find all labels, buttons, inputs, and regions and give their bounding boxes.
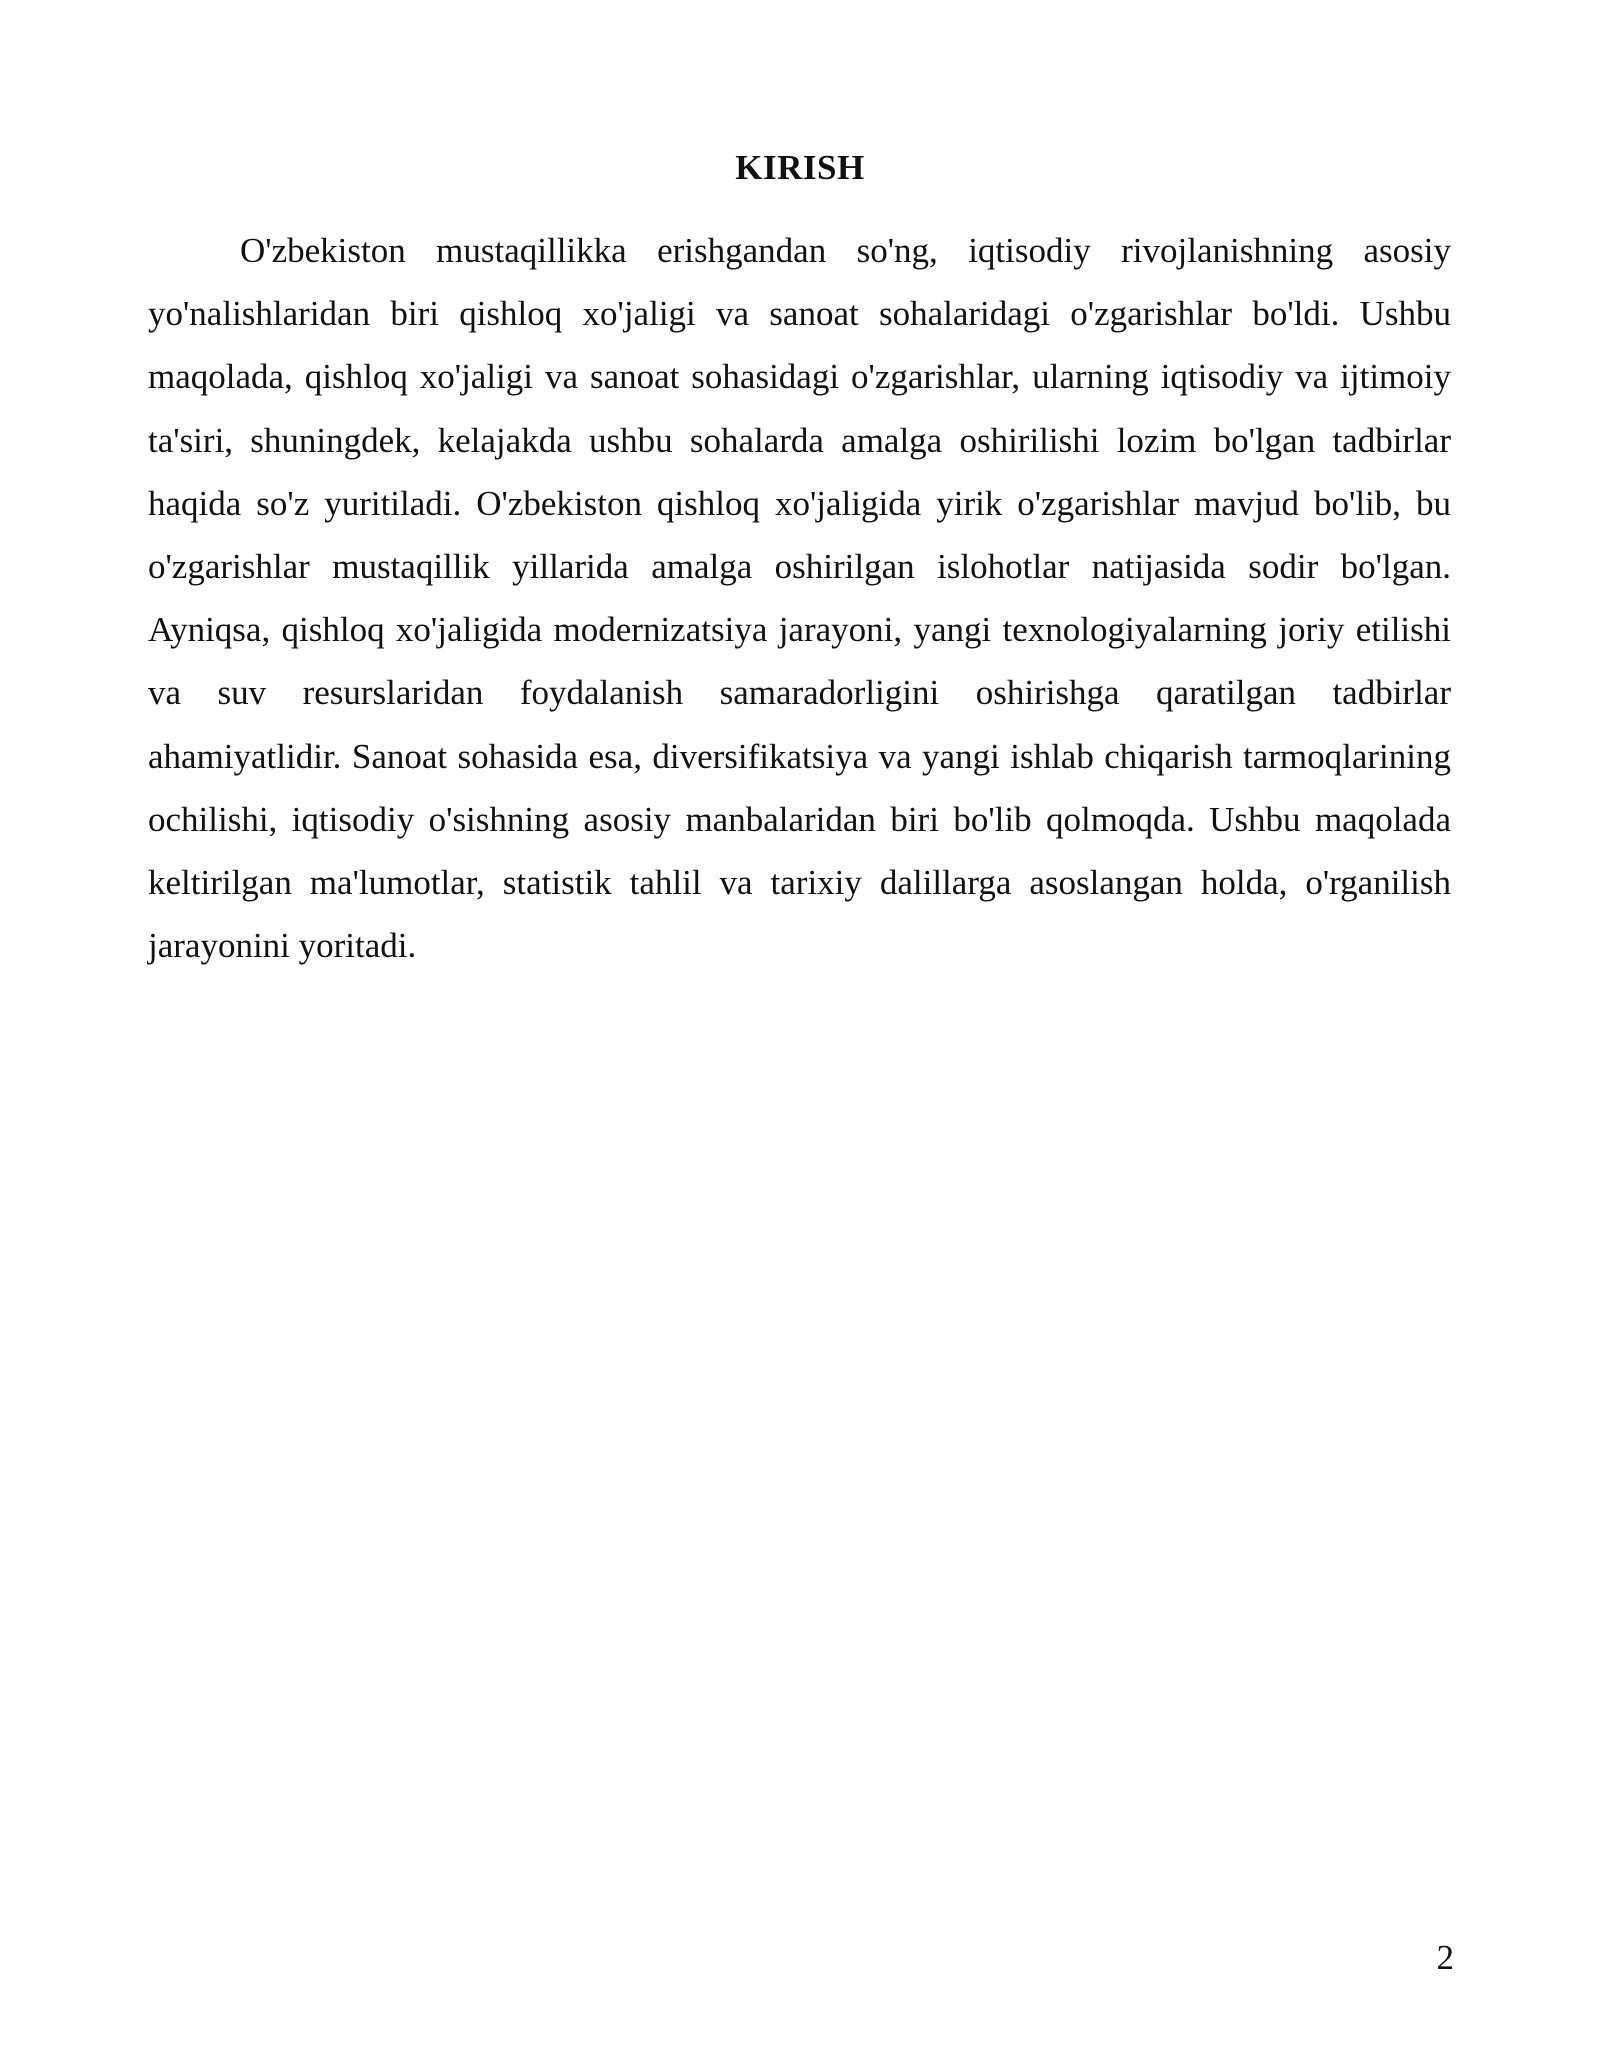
section-heading: KIRISH	[735, 148, 865, 187]
introduction-paragraph: O'zbekiston mustaqillikka erishgandan so'ng, iqtisodiy rivojlanishning asosiy yo'nalishlaridan biri qishloq xo'jaligi va sanoat sohalaridagi o'zgarishlar bo'ldi. Ushbu maqolada, qishloq xo'jaligi va sanoat sohasidagi o'zgarishlar, ularning iqtisodiy va ijtimoiy ta'siri, shuningdek, kelajakda ushbu sohalarda amalga oshirilishi lozim bo'lgan tadbirlar haqida so'z yuritiladi. O'zbekiston qishloq xo'jaligida yirik o'zgarishlar mavjud bo'lib, bu o'zgarishlar mustaqillik yillarida amalga oshirilgan islohotlar natijasida sodir bo'lgan. Ayniqsa, qishloq xo'jaligida modernizatsiya jarayoni, yangi texnologiyalarning joriy etilishi va suv resurslaridan foydalanish samaradorligini oshirishga qaratilgan tadbirlar ahamiyatlidir. Sanoat sohasida esa, diversifikatsiya va yangi ishlab chiqarish tarmoqlarining ochilishi, iqtisodiy o'sishning asosiy manbalaridan biri bo'lib qolmoqda. Ushbu maqolada keltirilgan ma'lumotlar, statistik tahlil va tarixiy dalillarga asoslangan holda, o'rganilish jarayonini yoritadi.	[148, 231, 1451, 966]
page-number: 2	[1436, 1938, 1454, 1977]
